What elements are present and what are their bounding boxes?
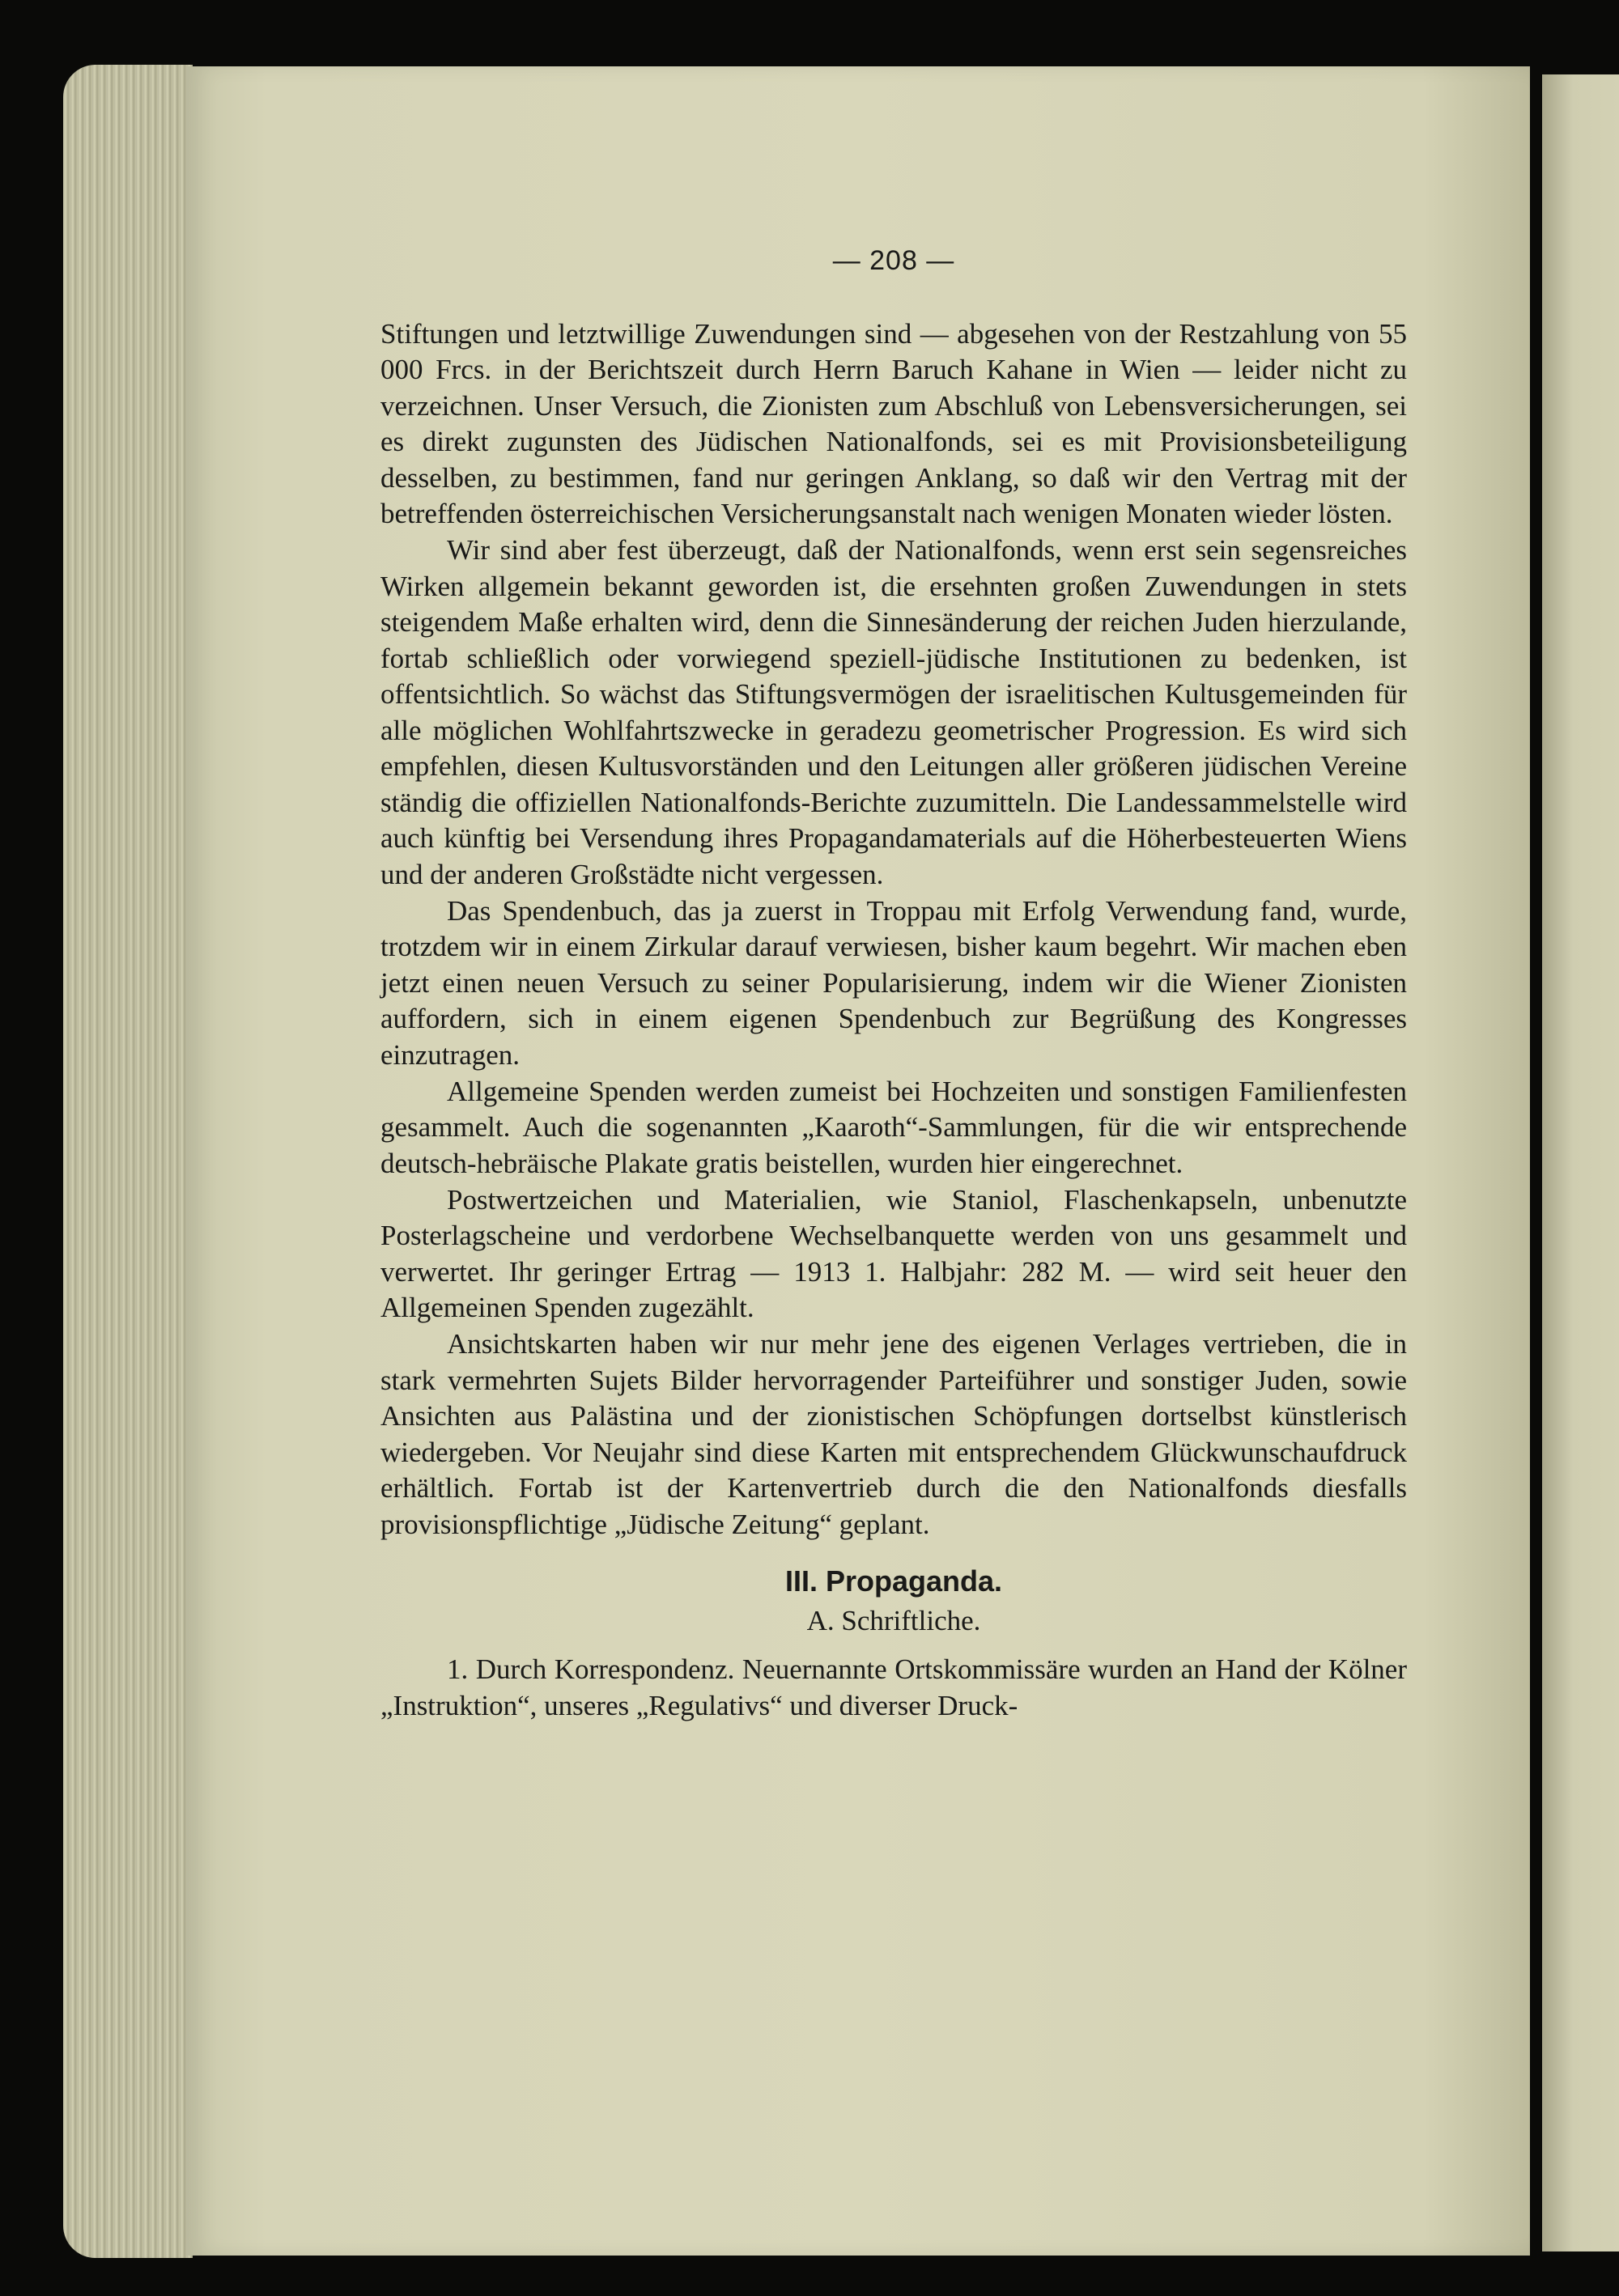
paragraph-nationalfonds: Wir sind aber fest überzeugt, daß der Nationalfonds, wenn erst sein segensreiches Wirken allgemein bekannt geworden ist, die ersehnten großen Zuwendungen in stets steigendem Maße erhalten wird, denn die Sinnesänderung der reichen Juden hierzulande, fortab schließlich oder vorwiegend speziell-jüdische Institutionen zu bedenken, ist offentsichtlich. So wächst das Stiftungsvermögen der israelitischen Kultusgemeinden für alle möglichen Wohlfahrtszwecke in geradezu geometrischer Progression. Es wird sich empfehlen, diesen Kultusvorständen und den Leitungen aller größeren jüdischen Vereine ständig die offiziellen Nationalfonds-Berichte zuzumitteln. Die Landessammelstelle wird auch künftig bei Versendung ihres Propagandamaterials auf die Höherbesteuerten Wiens und der anderen Großstädte nicht vergessen. bbox=[380, 534, 1407, 890]
paragraph-ansichtskarten: Ansichtskarten haben wir nur mehr jene des eigenen Verlages vertrieben, die in stark vermehrten Sujets Bilder hervorragender Parteiführer und sonstiger Juden, sowie Ansichten aus Palästina und der zionistischen Schöpfungen dortselbst künstlerisch wiedergeben. Vor Neujahr sind diese Karten mit entsprechendem Glückwunschaufdruck erhältlich. Fortab ist der Kartenvertrieb durch die den Nationalfonds diesfalls provisionspflichtige „Jüdische Zeitung“ geplant. bbox=[380, 1328, 1407, 1540]
subsection-heading: A. Schriftliche. bbox=[806, 1604, 981, 1636]
paragraph-spendenbuch: Das Spendenbuch, das ja zuerst in Troppau mit Erfolg Verwendung fand, wurde, trotzdem wir in einem Zirkular darauf verwiesen, bisher kaum begehrt. Wir machen eben jetzt einen neuen Versuch zu seiner Popularisierung, indem wir die Wiener Zionisten auffordern, sich in einem eigenen Spendenbuch zur Begrüßung des Kongresses einzutragen. bbox=[380, 894, 1407, 1071]
page-text-block bbox=[380, 243, 1407, 1725]
paragraph-allgemeine-spenden: Allgemeine Spenden werden zumeist bei Hochzeiten und sonstigen Familienfesten gesammelt. Auch die sogenannten „Kaaroth“-Sammlungen, für die wir entsprechende deutsch-hebräische Plakate gratis beistellen, wurden hier eingerechnet. bbox=[380, 1075, 1407, 1179]
book-page-edges bbox=[63, 65, 193, 2258]
section-heading: III. Propaganda. bbox=[784, 1564, 1003, 1598]
paragraph-stiftungen: Stiftungen und letztwillige Zuwendungen sind — abgesehen von der Restzahlung von 55 000 Frcs. in der Berichtszeit durch Herrn Baruch Kahane in Wien — leider nicht zu verzeichnen. Unser Versuch, die Zionisten zum Abschluß von Lebensversicherungen, sei es direkt zugunsten des Jüdischen Nationalfonds, sei es mit Provisionsbeteiligung desselben, zu bestimmen, fand nur geringen Anklang, so daß wir den Vertrag mit der betreffenden österreichischen Versicherungsanstalt nach wenigen Monaten wieder lösten. bbox=[380, 317, 1407, 529]
page-number: — 208 — bbox=[832, 245, 955, 276]
facing-page-edge bbox=[1542, 74, 1619, 2251]
paragraph-postwertzeichen: Postwertzeichen und Materialien, wie Staniol, Flaschenkapseln, unbenutzte Posterlagscheine und verdorbene Wechselbanquette werden von uns gesammelt und verwertet. Ihr geringer Ertrag — 1913 1. Halbjahr: 282 M. — wird seit heuer den Allgemeinen Spenden zugezählt. bbox=[380, 1183, 1407, 1323]
paragraph-korrespondenz: 1. Durch Korrespondenz. Neuernannte Ortskommissäre wurden an Hand der Kölner „Instruktion“, unseres „Regulativs“ und diverser Druck- bbox=[380, 1653, 1407, 1721]
